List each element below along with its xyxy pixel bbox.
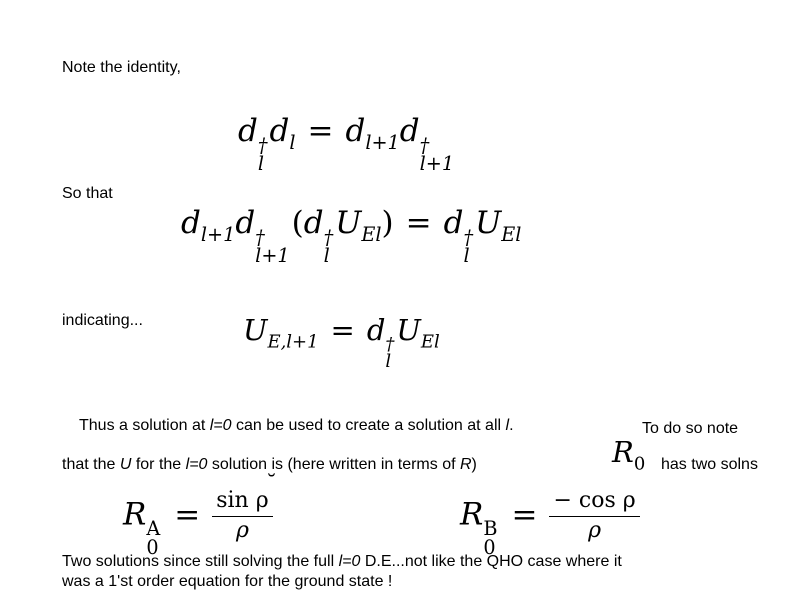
equation-so-that xyxy=(181,205,522,268)
that-R: R xyxy=(459,456,472,473)
eq2-sub-el2: El xyxy=(501,223,522,247)
rb-numerator: − cos ρ xyxy=(549,490,639,517)
eq1-d3: d xyxy=(345,113,366,149)
eq2-U1: U xyxy=(335,205,362,241)
that-c: solution is (here written in terms of xyxy=(207,456,460,473)
indicating-text: indicating... xyxy=(62,312,143,329)
thus-l0: l=0 xyxy=(209,417,232,434)
thus-l: l xyxy=(505,417,510,434)
eq1-sub-l1: l+1 xyxy=(365,131,400,155)
eq3-equals: = xyxy=(330,313,355,347)
has-two-text: has two solns xyxy=(661,456,758,473)
eq2-sub-el1: El xyxy=(361,223,382,247)
R0-symbol xyxy=(612,435,646,475)
eq2-stack3: † l xyxy=(463,225,474,268)
eq2-stack2: † l xyxy=(323,225,334,268)
equation-indicating xyxy=(243,313,440,373)
ra-denominator: ρ xyxy=(235,518,249,543)
eq3-sub2: El xyxy=(420,331,440,353)
that-b: for the xyxy=(131,456,186,473)
solution-a xyxy=(123,490,273,557)
eq2-rparen: ) xyxy=(381,205,394,241)
ra-fraction xyxy=(212,490,272,542)
eq2-d4: d xyxy=(443,205,464,241)
that-U: U xyxy=(119,456,132,473)
ra-numerator: sin ρ xyxy=(212,490,272,517)
thus-end: . xyxy=(509,417,514,434)
two-solutions-line2: was a 1'st order equation for the ground state ! xyxy=(62,573,393,590)
to-do-so-text: To do so note xyxy=(642,420,739,437)
eq2-stack1: † l+1 xyxy=(255,225,290,268)
thus-text xyxy=(79,417,514,435)
eq3-d: d xyxy=(366,313,386,347)
eq2-sub1: l+1 xyxy=(200,223,236,247)
eq3-stack: † l xyxy=(385,334,395,373)
eq1-equals: = xyxy=(307,113,334,149)
eq2-lparen: ( xyxy=(291,205,304,241)
thus-part-a: Thus a solution at xyxy=(79,417,210,434)
eq2-d3: d xyxy=(303,205,324,241)
ra-R: R xyxy=(123,496,147,533)
eq2-U2: U xyxy=(475,205,502,241)
eq2-equals: = xyxy=(405,205,432,241)
rb-equals: = xyxy=(511,496,538,533)
r0-R: R xyxy=(612,435,634,469)
eq3-U2: U xyxy=(396,313,421,347)
that-a: that the xyxy=(62,456,120,473)
ra-equals: = xyxy=(174,496,201,533)
intro-text: Note the identity, xyxy=(62,59,181,76)
eq2-d2: d xyxy=(235,205,256,241)
rb-stack: B 0 xyxy=(483,517,498,559)
eq3-sub1: E,l+1 xyxy=(267,331,319,353)
eq1-stack2: † l+1 xyxy=(419,133,455,176)
eq3-U1: U xyxy=(243,313,268,347)
two-l0: l=0 xyxy=(338,553,361,570)
two-a: Two solutions since still solving the full xyxy=(62,553,339,570)
eq1-stack: † l xyxy=(257,133,268,176)
eq1-d2: d xyxy=(269,113,290,149)
two-solutions-text xyxy=(62,553,622,571)
ra-stack: A 0 xyxy=(146,517,161,559)
eq1-d: d xyxy=(238,113,258,149)
thus-part-b: can be used to create a solution at all xyxy=(231,417,506,434)
breve-mark: ˘ xyxy=(266,472,277,497)
eq1-d4: d xyxy=(399,113,420,149)
rb-denominator: ρ xyxy=(588,518,602,543)
that-l0: l=0 xyxy=(185,456,208,473)
so-that-text: So that xyxy=(62,185,113,202)
rb-fraction xyxy=(549,490,639,542)
r0-zero: 0 xyxy=(633,453,646,475)
equation-identity xyxy=(238,113,456,176)
solution-b xyxy=(460,490,640,557)
that-d: ) xyxy=(471,456,477,473)
rb-R: R xyxy=(460,496,484,533)
eq1-sub-l: l xyxy=(289,131,296,155)
eq2-d1: d xyxy=(181,205,201,241)
two-b: D.E...not like the QHO case where it xyxy=(360,553,622,570)
